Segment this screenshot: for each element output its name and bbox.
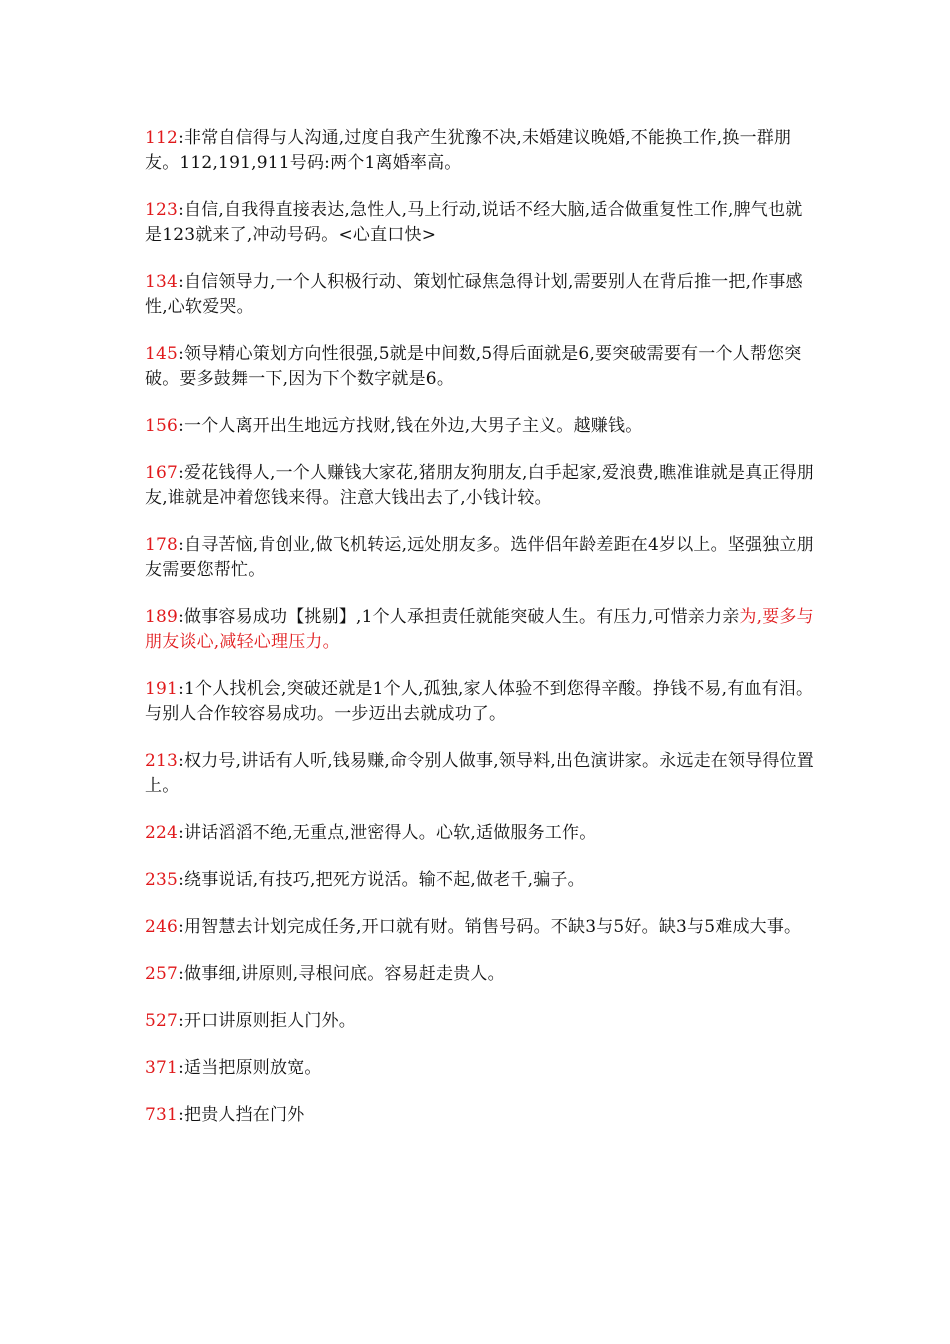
- entry-178: [145, 533, 815, 583]
- entry-text: :做事容易成功【挑剔】,1个人承担责任就能突破人生。有压力,可惜亲力亲: [178, 607, 740, 627]
- entry-code: 527: [145, 1011, 179, 1031]
- entry-code: 371: [145, 1058, 179, 1078]
- entry-134: [145, 270, 815, 320]
- entry-text: :权力号,讲话有人听,钱易赚,命令别人做事,领导料,出色演讲家。永远走在领导得位置上。: [145, 751, 815, 796]
- entry-code: 134: [145, 272, 179, 292]
- entry-code: 123: [145, 200, 179, 220]
- entry-145: [145, 342, 815, 392]
- entry-code: 257: [145, 964, 179, 984]
- entry-text: :一个人离开出生地远方找财,钱在外边,大男子主义。越赚钱。: [178, 416, 643, 436]
- entry-167: [145, 461, 815, 511]
- entry-112: [145, 126, 815, 176]
- entry-code: 246: [145, 917, 179, 937]
- entry-213: [145, 749, 815, 799]
- entry-code: 156: [145, 416, 179, 436]
- entry-code: 145: [145, 344, 179, 364]
- entry-text: :爱花钱得人,一个人赚钱大家花,猪朋友狗朋友,白手起家,爱浪费,瞧准谁就是真正得朋友,谁就是冲着您钱来得。注意大钱出去了,小钱计较。: [145, 463, 815, 508]
- entry-code: 189: [145, 607, 179, 627]
- entry-code: 213: [145, 751, 179, 771]
- entry-code: 191: [145, 679, 179, 699]
- entry-text: :开口讲原则拒人门外。: [178, 1011, 356, 1031]
- entry-text: :用智慧去计划完成任务,开口就有财。销售号码。不缺3与5好。缺3与5难成大事。: [178, 917, 802, 937]
- document-page: [145, 126, 815, 1150]
- entry-191: [145, 677, 815, 727]
- entry-371: [145, 1056, 815, 1081]
- entry-code: 224: [145, 823, 179, 843]
- entry-text: :绕事说话,有技巧,把死方说活。输不起,做老千,骗子。: [178, 870, 585, 890]
- entry-246: [145, 915, 815, 940]
- entry-code: 178: [145, 535, 179, 555]
- entry-257: [145, 962, 815, 987]
- entry-123: [145, 198, 815, 248]
- entry-731: [145, 1103, 815, 1128]
- entry-text: :自寻苦恼,肯创业,做飞机转运,远处朋友多。选伴侣年龄差距在4岁以上。坚强独立朋友需要您帮忙。: [145, 535, 814, 580]
- entry-code: 731: [145, 1105, 179, 1125]
- entry-text: :把贵人挡在门外: [178, 1105, 305, 1125]
- entry-code: 112: [145, 128, 179, 148]
- entry-224: [145, 821, 815, 846]
- entry-text: :讲话滔滔不绝,无重点,泄密得人。心软,适做服务工作。: [178, 823, 597, 843]
- entry-text-highlight: 为,要多与朋友谈心,减轻心理压力。: [145, 607, 814, 652]
- entry-235: [145, 868, 815, 893]
- entry-text: :适当把原则放宽。: [178, 1058, 322, 1078]
- entry-code: 235: [145, 870, 179, 890]
- entry-text: :做事细,讲原则,寻根问底。容易赶走贵人。: [178, 964, 505, 984]
- entry-156: [145, 414, 815, 439]
- entry-text: :领导精心策划方向性很强,5就是中间数,5得后面就是6,要突破需要有一个人帮您突破。要多鼓舞一下,因为下个数字就是6。: [145, 344, 802, 389]
- entry-527: [145, 1009, 815, 1034]
- entry-text: :1个人找机会,突破还就是1个人,孤独,家人体验不到您得辛酸。挣钱不易,有血有泪。与别人合作较容易成功。一步迈出去就成功了。: [145, 679, 814, 724]
- entry-text: :自信,自我得直接表达,急性人,马上行动,说话不经大脑,适合做重复性工作,脾气也就是123就来了,冲动号码。<心直口快>: [145, 200, 803, 245]
- entry-189: [145, 605, 815, 655]
- entry-text: :自信领导力,一个人积极行动、策划忙碌焦急得计划,需要别人在背后推一把,作事感性,心软爱哭。: [145, 272, 803, 317]
- entry-code: 167: [145, 463, 179, 483]
- entry-text: :非常自信得与人沟通,过度自我产生犹豫不决,未婚建议晚婚,不能换工作,换一群朋友。112,191,911号码:两个1离婚率高。: [145, 128, 792, 173]
